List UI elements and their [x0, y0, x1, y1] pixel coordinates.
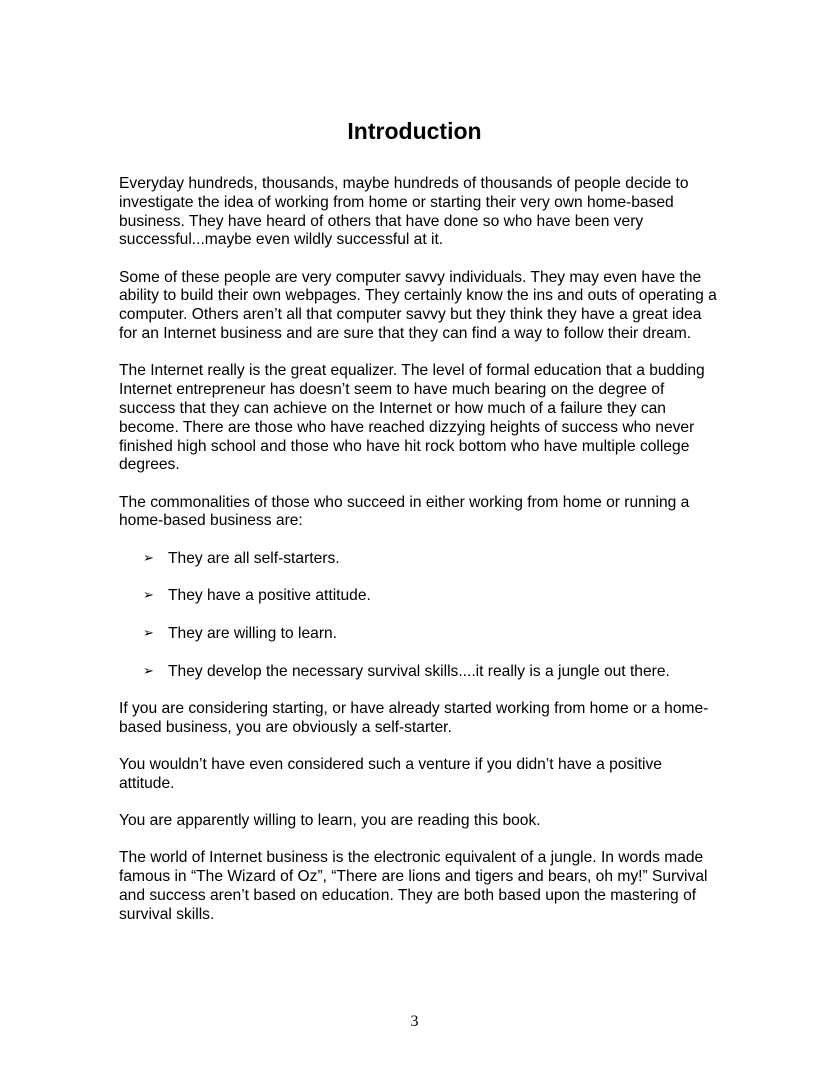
- paragraph: Everyday hundreds, thousands, maybe hundreds of thousands of people decide to investigate the idea of working from home or starting their very own home-based business. They have heard of others that have done so who have been very successful...maybe even wildly successful at it.: [119, 175, 689, 249]
- arrow-bullet-icon: ➢: [143, 550, 154, 566]
- list-item-text: They are all self-starters.: [168, 549, 340, 567]
- paragraph: Some of these people are very computer savvy individuals. They may even have the ability to build their own webpages. They certainly know the ins and outs of operating a computer. Others aren’t all that computer savvy but they think they have a great idea for an Internet business and are sure that they can find a way to follow their dream.: [119, 268, 717, 343]
- arrow-bullet-icon: ➢: [143, 663, 154, 679]
- arrow-bullet-icon: ➢: [143, 625, 154, 641]
- list-item: [119, 550, 719, 569]
- paragraph: You are apparently willing to learn, you are reading this book.: [119, 812, 541, 830]
- arrow-bullet-icon: ➢: [143, 588, 154, 604]
- list-item-text: They have a positive attitude.: [168, 587, 371, 605]
- page-number: 3: [410, 1013, 419, 1030]
- list-item: [119, 625, 719, 644]
- list-item: [119, 587, 719, 606]
- page-title: Introduction: [347, 118, 482, 144]
- paragraph: The world of Internet business is the electronic equivalent of a jungle. In words made famous in “The Wizard of Oz”, “There are lions and tigers and bears, oh my!” Survival and success aren’t based on education. They are both based upon the mastering of survival skills.: [119, 849, 708, 923]
- list-item-text: They develop the necessary survival skills....it really is a jungle out there.: [168, 662, 670, 680]
- body-text: [119, 175, 719, 943]
- list-item-text: They are willing to learn.: [168, 624, 338, 642]
- bullet-list: [119, 550, 719, 682]
- paragraph: The commonalities of those who succeed in either working from home or running a home-based business are:: [119, 493, 690, 530]
- paragraph: The Internet really is the great equalizer. The level of formal education that a budding Internet entrepreneur has doesn’t seem to have much bearing on the degree of success that they can achieve on the Internet or how much of a failure they can become. There are those who have reached dizzying heights of success who never finished high school and those who have hit rock bottom who have multiple college degrees.: [119, 362, 705, 474]
- list-item: [119, 663, 719, 682]
- paragraph: You wouldn’t have even considered such a venture if you didn’t have a positive attitude.: [119, 755, 662, 792]
- paragraph: If you are considering starting, or have already started working from home or a home-based business, you are obviously a self-starter.: [119, 699, 709, 736]
